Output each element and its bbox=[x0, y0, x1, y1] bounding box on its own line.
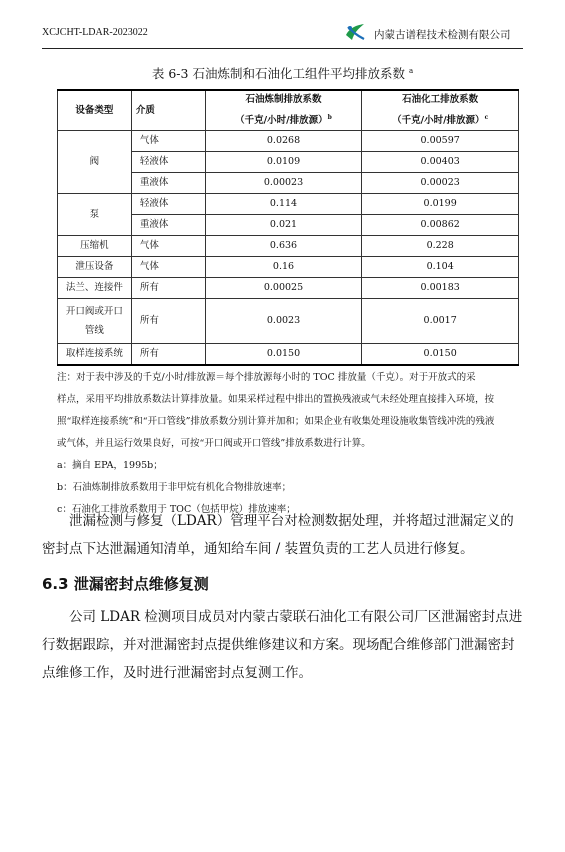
header-refining: 石油炼制排放系数 （千克/小时/排放源）$^b$ bbox=[205, 90, 362, 131]
chemical-value-cell: 0.00862 bbox=[362, 215, 519, 236]
medium-cell: 气体 bbox=[131, 236, 205, 257]
note-b: b：石油炼制排放系数用于非甲烷有机化合物排放速率； bbox=[57, 482, 292, 493]
chemical-value-cell: 0.00183 bbox=[362, 278, 519, 299]
equipment-cell: 泄压设备 bbox=[58, 257, 132, 278]
table-row bbox=[58, 257, 519, 278]
table-row bbox=[58, 278, 519, 299]
table-body bbox=[58, 131, 519, 366]
medium-cell: 轻液体 bbox=[131, 194, 205, 215]
equipment-cell: 阀 bbox=[58, 131, 132, 194]
document-id: XCJCHT-LDAR-2023022 bbox=[42, 27, 148, 38]
medium-cell: 气体 bbox=[131, 257, 205, 278]
table-notes bbox=[57, 367, 527, 521]
company-logo-icon bbox=[344, 21, 366, 43]
equipment-cell: 泵 bbox=[58, 194, 132, 236]
medium-cell: 气体 bbox=[131, 131, 205, 152]
note-line: 或气体，并且运行效果良好，可按“开口阀或开口管线”排放系数进行计算。 bbox=[57, 438, 371, 449]
note-a: a：摘自 EPA，1995b； bbox=[57, 460, 163, 471]
table-header-row bbox=[58, 90, 519, 131]
table-row bbox=[58, 236, 519, 257]
refining-value-cell: 0.00025 bbox=[205, 278, 362, 299]
medium-cell: 所有 bbox=[131, 299, 205, 344]
chemical-value-cell: 0.00403 bbox=[362, 152, 519, 173]
note-line: 注：对于表中涉及的千克/小时/排放源＝每个排放源每小时的 TOC 排放量（千克）。对于开放式的采 bbox=[57, 372, 476, 383]
medium-cell: 重液体 bbox=[131, 215, 205, 236]
refining-value-cell: 0.114 bbox=[205, 194, 362, 215]
note-line: 样点，采用平均排放系数法计算排放量。如果采样过程中排出的置换残液或气未经处理直接排入环境，按 bbox=[57, 394, 495, 405]
refining-value-cell: 0.0150 bbox=[205, 344, 362, 366]
chemical-value-cell: 0.00597 bbox=[362, 131, 519, 152]
refining-value-cell: 0.0109 bbox=[205, 152, 362, 173]
equipment-cell: 取样连接系统 bbox=[58, 344, 132, 366]
header-medium: 介质 bbox=[131, 90, 205, 131]
header-chemical: 石油化工排放系数 （千克/小时/排放源）$^c$ bbox=[362, 90, 519, 131]
company-name: 内蒙古谱程技术检测有限公司 bbox=[374, 29, 511, 41]
note-c: c：石油化工排放系数用于 TOC（包括甲烷）排放速率； bbox=[57, 504, 296, 515]
refining-value-cell: 0.16 bbox=[205, 257, 362, 278]
refining-value-cell: 0.0023 bbox=[205, 299, 362, 344]
table-row bbox=[58, 344, 519, 366]
emission-factor-table bbox=[57, 89, 519, 366]
page-header bbox=[42, 18, 523, 49]
equipment-cell: 压缩机 bbox=[58, 236, 132, 257]
section-paragraph: 公司 LDAR 检测项目成员对内蒙古蒙联石油化工有限公司厂区泄漏密封点进行数据跟踪，并对泄漏密封点提供维修建议和方案。现场配合维修部门泄漏密封点维修工作，及时进行泄漏密封点复测工作。 bbox=[42, 609, 523, 681]
table-row bbox=[58, 194, 519, 215]
refining-value-cell: 0.636 bbox=[205, 236, 362, 257]
medium-cell: 重液体 bbox=[131, 173, 205, 194]
table-row bbox=[58, 299, 519, 344]
refining-value-cell: 0.00023 bbox=[205, 173, 362, 194]
refining-value-cell: 0.0268 bbox=[205, 131, 362, 152]
body-paragraph: 泄漏检测与修复（LDAR）管理平台对检测数据处理，并将超过泄漏定义的密封点下达泄漏通知清单，通知给车间 / 装置负责的工艺人员进行修复。 bbox=[42, 513, 514, 557]
chemical-value-cell: 0.0150 bbox=[362, 344, 519, 366]
medium-cell: 所有 bbox=[131, 278, 205, 299]
refining-value-cell: 0.021 bbox=[205, 215, 362, 236]
section-heading: 6.3 泄漏密封点维修复测 bbox=[42, 575, 209, 593]
chemical-value-cell: 0.228 bbox=[362, 236, 519, 257]
chemical-value-cell: 0.00023 bbox=[362, 173, 519, 194]
medium-cell: 轻液体 bbox=[131, 152, 205, 173]
header-equipment: 设备类型 bbox=[58, 90, 132, 131]
medium-cell: 所有 bbox=[131, 344, 205, 366]
note-line: 照“取样连接系统”和“开口管线”排放系数分别计算并加和；如果企业有收集处理设施收集管线冲洗的残液 bbox=[57, 416, 495, 427]
chemical-value-cell: 0.104 bbox=[362, 257, 519, 278]
table-title: 表 6-3 石油炼制和石油化工组件平均排放系数 $^a$ bbox=[151, 66, 414, 81]
equipment-cell: 法兰、连接件 bbox=[58, 278, 132, 299]
chemical-value-cell: 0.0017 bbox=[362, 299, 519, 344]
chemical-value-cell: 0.0199 bbox=[362, 194, 519, 215]
table-row bbox=[58, 131, 519, 152]
equipment-cell: 开口阀或开口管线 bbox=[58, 299, 132, 344]
